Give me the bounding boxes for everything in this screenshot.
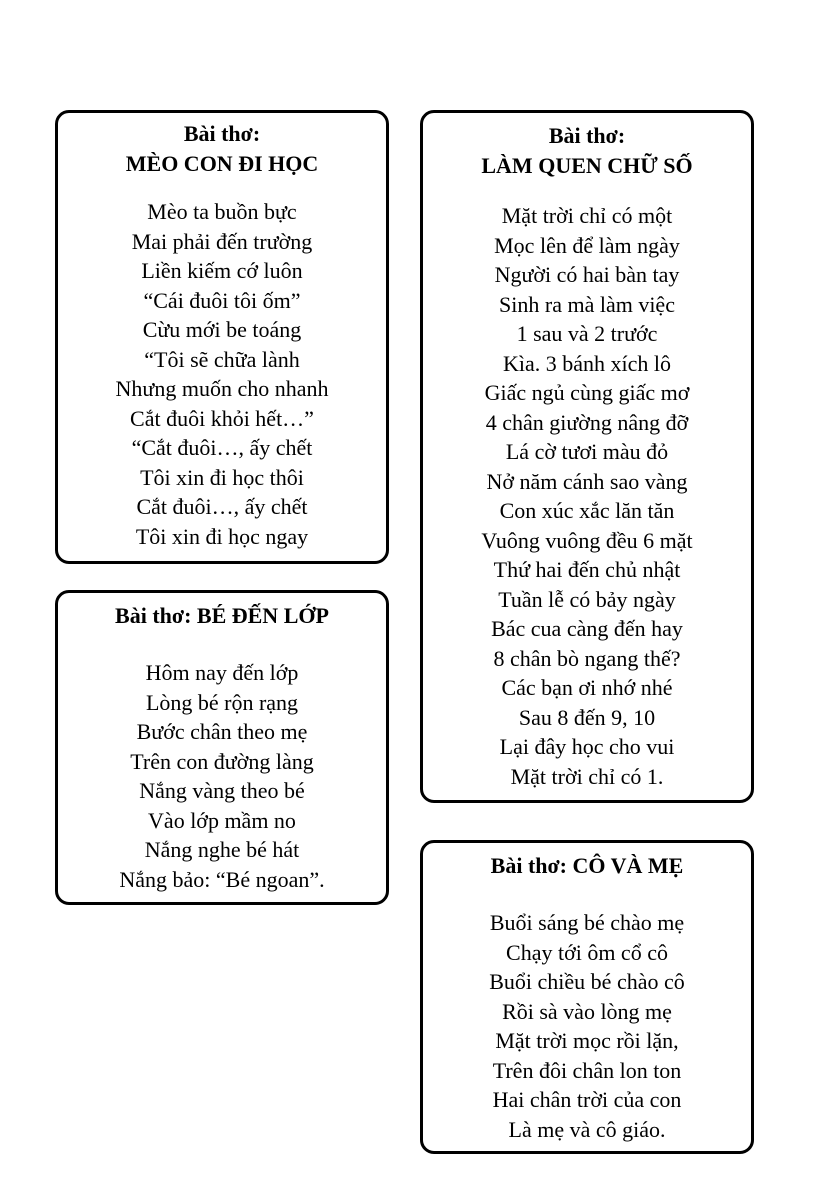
poem-line: Liền kiếm cớ luôn	[141, 258, 303, 283]
poem-line: Bước chân theo mẹ	[136, 719, 308, 744]
poem-line: Cắt đuôi…, ấy chết	[136, 494, 308, 519]
poem-line: Vào lớp mầm no	[148, 807, 296, 833]
poem-lines	[58, 658, 386, 894]
poem-line: 8 chân bò ngang thế?	[493, 645, 681, 671]
poem-lines	[423, 201, 751, 791]
poem-line: “Tôi sẽ chữa lành	[144, 346, 300, 372]
poem-line: Mặt trời mọc rồi lặn,	[495, 1028, 679, 1053]
poem-line: Trên con đường làng	[130, 748, 314, 774]
poem-line: Là mẹ và cô giáo.	[508, 1116, 666, 1142]
poem-line: “Cái đuôi tôi ốm”	[143, 287, 301, 313]
poem-line: Mèo ta buồn bực	[147, 199, 297, 224]
poem-title-line: LÀM QUEN CHỮ SỐ	[481, 153, 693, 178]
poem-line: Giấc ngủ cùng giấc mơ	[484, 380, 690, 405]
poem-line: Lòng bé rộn rạng	[145, 689, 299, 715]
poem-line: Tuần lễ có bảy ngày	[498, 586, 676, 612]
poem-title-line: Bài thơ: BÉ ĐẾN LỚP	[115, 603, 329, 628]
poem-line: Mọc lên để làm ngày	[494, 232, 680, 258]
poem-title-line: MÈO CON ĐI HỌC	[125, 151, 319, 176]
poem-card-lam-quen-chu-so	[420, 110, 754, 803]
poem-line: Cừu mới be toáng	[142, 317, 302, 342]
poem-title-line: Bài thơ:	[548, 123, 626, 148]
poem-line: Nở năm cánh sao vàng	[486, 468, 688, 494]
poem-card-co-va-me	[420, 840, 754, 1154]
poem-card-meo-con-di-hoc	[55, 110, 389, 564]
poem-line: Các bạn ơi nhớ nhé	[501, 675, 673, 700]
poem-title	[58, 601, 386, 631]
poem-line: Sinh ra mà làm việc	[499, 291, 675, 317]
poem-line: Vuông vuông đều 6 mặt	[481, 527, 693, 553]
poem-line: Tôi xin đi học thôi	[140, 464, 304, 490]
poem-line: Rồi sà vào lòng mẹ	[502, 998, 672, 1024]
poem-line: Mặt trời chỉ có một	[501, 203, 673, 228]
poem-title-line: Bài thơ:	[183, 121, 261, 146]
poem-line: Buổi chiều bé chào cô	[489, 969, 685, 994]
poem-line: Lại đây học cho vui	[499, 734, 675, 759]
poem-line: Nắng bảo: “Bé ngoan”.	[119, 866, 325, 892]
poem-line: Mặt trời chỉ có 1.	[510, 763, 664, 789]
poem-title-line: Bài thơ: CÔ VÀ MẸ	[490, 853, 684, 878]
poem-line: “Cắt đuôi…, ấy chết	[131, 435, 313, 460]
poem-title	[423, 121, 751, 181]
poem-line: Tôi xin đi học ngay	[135, 523, 309, 549]
poem-lines	[423, 908, 751, 1144]
poem-line: Hôm nay đến lớp	[145, 660, 299, 685]
poem-line: Kìa. 3 bánh xích lô	[502, 350, 672, 376]
poem-card-be-den-lop	[55, 590, 389, 905]
poem-title	[423, 851, 751, 881]
poem-line: Chạy tới ôm cổ cô	[506, 939, 668, 965]
poem-line: Nắng nghe bé hát	[144, 837, 300, 862]
poem-line: Buổi sáng bé chào mẹ	[489, 910, 685, 935]
poem-title	[58, 119, 386, 179]
poem-line: Hai chân trời của con	[492, 1087, 682, 1112]
poem-line: Bác cua càng đến hay	[491, 616, 683, 641]
poem-lines	[58, 197, 386, 551]
poem-line: Con xúc xắc lăn tăn	[499, 498, 675, 523]
poem-line: Người có hai bàn tay	[494, 262, 680, 287]
poem-line: Mai phải đến trường	[131, 228, 313, 254]
poem-line: Cắt đuôi khỏi hết…”	[130, 405, 314, 431]
poem-line: Nhưng muốn cho nhanh	[115, 376, 329, 401]
poem-line: Nắng vàng theo bé	[139, 778, 305, 803]
poem-line: Lá cờ tươi màu đỏ	[505, 439, 669, 464]
poem-line: Trên đôi chân lon ton	[492, 1057, 682, 1083]
poem-line: 1 sau và 2 trước	[516, 321, 658, 346]
poem-line: Thứ hai đến chủ nhật	[493, 557, 681, 582]
poem-line: Sau 8 đến 9, 10	[518, 704, 656, 730]
poem-line: 4 chân giường nâng đỡ	[485, 409, 689, 435]
